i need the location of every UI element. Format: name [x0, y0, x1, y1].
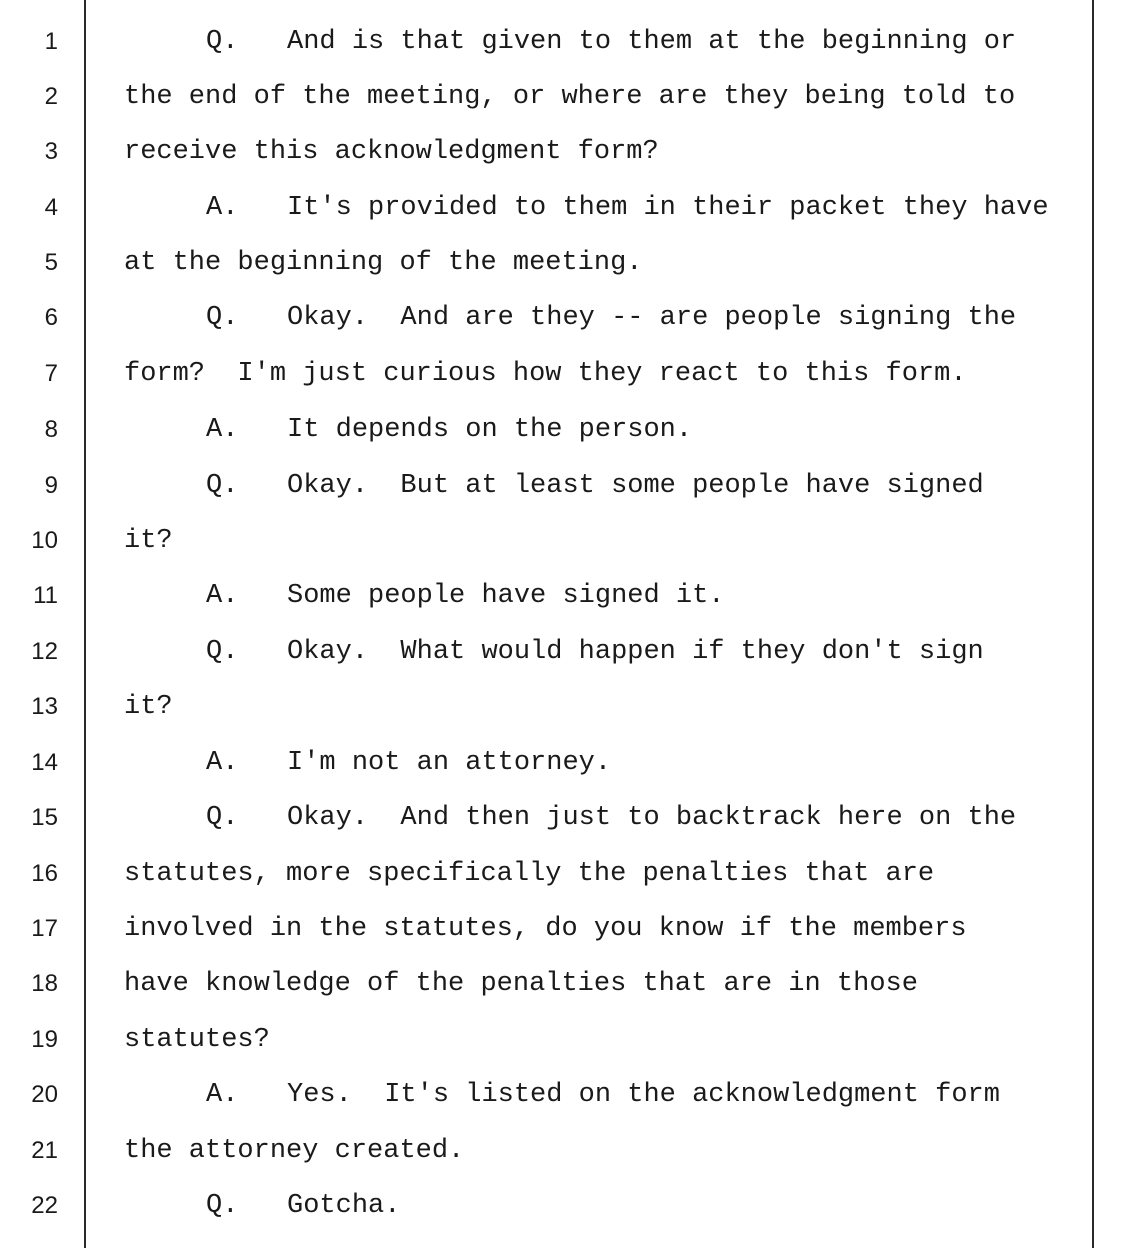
line-text: A. It's provided to them in their packet they have — [206, 193, 1049, 223]
line-number: 22 — [31, 1192, 58, 1219]
line-number: 11 — [33, 582, 58, 609]
line-number: 6 — [44, 304, 58, 331]
line-text: involved in the statutes, do you know if the members — [124, 914, 967, 944]
line-text: the attorney created. — [124, 1136, 465, 1166]
transcript-line — [0, 743, 1132, 783]
line-number: 19 — [31, 1026, 58, 1053]
transcript-line — [0, 909, 1132, 949]
line-number: 17 — [31, 915, 58, 942]
line-number: 7 — [44, 360, 58, 387]
transcript-line — [0, 354, 1132, 394]
line-text: statutes, more specifically the penalties that are — [124, 859, 935, 889]
line-number: 15 — [31, 804, 58, 831]
transcript-line — [0, 576, 1132, 616]
line-text: Q. Okay. And are they -- are people signing the — [206, 303, 1017, 333]
line-text: A. It depends on the person. — [206, 415, 693, 445]
transcript-line — [0, 1020, 1132, 1060]
transcript-line — [0, 521, 1132, 561]
line-text: receive this acknowledgment form? — [124, 137, 659, 167]
transcript-line — [0, 687, 1132, 727]
transcript-line — [0, 1075, 1132, 1115]
line-number: 2 — [44, 83, 58, 110]
line-text: at the beginning of the meeting. — [124, 248, 643, 278]
line-text: form? I'm just curious how they react to this form. — [124, 359, 967, 389]
line-number: 10 — [31, 527, 58, 554]
transcript-line — [0, 798, 1132, 838]
transcript-line — [0, 132, 1132, 172]
line-text: Q. Okay. But at least some people have signed — [206, 471, 984, 501]
line-text: A. Yes. It's listed on the acknowledgment form — [206, 1080, 1000, 1110]
line-text: Q. Okay. What would happen if they don't sign — [206, 637, 984, 667]
line-text: the end of the meeting, or where are they being told to — [124, 82, 1016, 112]
transcript-line — [0, 77, 1132, 117]
transcript-line — [0, 964, 1132, 1004]
line-number: 18 — [31, 970, 58, 997]
line-number: 13 — [31, 693, 58, 720]
line-text: A. Some people have signed it. — [206, 581, 725, 611]
line-text: Q. And is that given to them at the beginning or — [206, 27, 1017, 57]
line-number: 12 — [31, 638, 58, 665]
transcript-line — [0, 22, 1132, 62]
line-number: 3 — [44, 138, 58, 165]
line-number: 14 — [31, 749, 58, 776]
transcript-line — [0, 1131, 1132, 1171]
transcript-line — [0, 854, 1132, 894]
line-text: it? — [124, 692, 173, 722]
line-number: 4 — [44, 194, 58, 221]
transcript-line — [0, 410, 1132, 450]
line-number: 9 — [44, 472, 58, 499]
line-text: it? — [124, 526, 173, 556]
line-text: Q. Okay. And then just to backtrack here on the — [206, 803, 1017, 833]
line-number: 16 — [31, 860, 58, 887]
transcript-line — [0, 632, 1132, 672]
line-text: statutes? — [124, 1025, 270, 1055]
transcript-line — [0, 1186, 1132, 1226]
transcript-line — [0, 298, 1132, 338]
line-number: 21 — [31, 1137, 58, 1164]
transcript-line — [0, 188, 1132, 228]
line-text: Q. Gotcha. — [206, 1191, 401, 1221]
line-number: 1 — [44, 28, 58, 55]
line-number: 8 — [44, 416, 58, 443]
line-text: A. I'm not an attorney. — [206, 748, 612, 778]
line-number: 5 — [44, 249, 58, 276]
transcript-line — [0, 243, 1132, 283]
transcript-line — [0, 466, 1132, 506]
line-text: have knowledge of the penalties that are in those — [124, 969, 918, 999]
line-number: 20 — [31, 1081, 58, 1108]
